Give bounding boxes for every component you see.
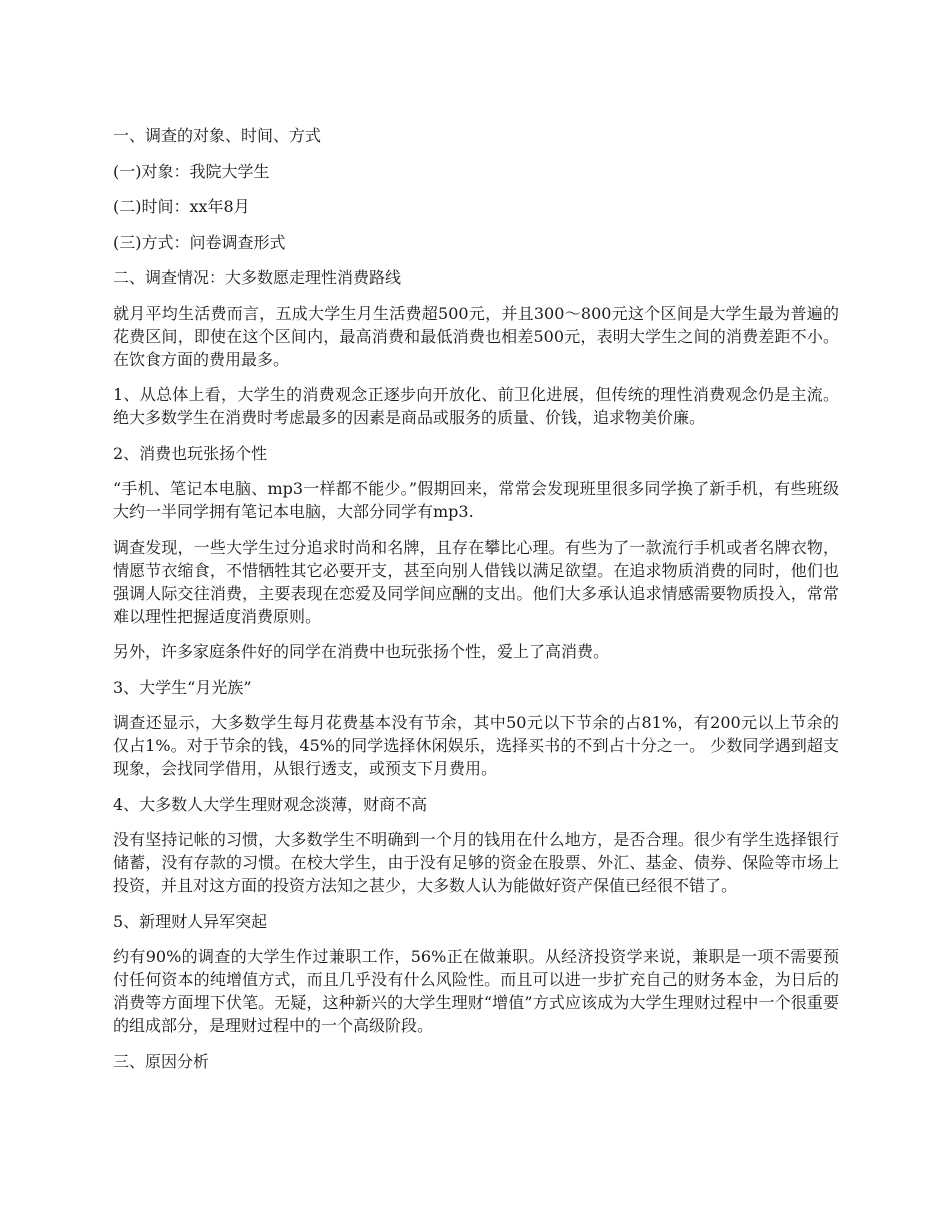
paragraph-fashion-brands: 调查发现，一些大学生过分追求时尚和名牌，且存在攀比心理。有些为了一款流行手机或者名牌衣物，情愿节衣缩食，不惜牺牲其它必要开支，甚至向别人借钱以满足欲望。在追求物质消费的同时，他们也强调人际交往消费，主要表现在恋爱及同学间应酬的支出。他们大多承认追求情感需要物质投入，常常难以理性把握适度消费原则。 xyxy=(113,537,839,626)
paragraph-high-consumption: 另外，许多家庭条件好的同学在消费中也玩张扬个性，爱上了高消费。 xyxy=(113,642,610,661)
subheading-point-2: 2、消费也玩张扬个性 xyxy=(113,443,268,463)
paragraph-point-1: 1、从总体上看，大学生的消费观念正逐步向开放化、前卫化进展，但传统的理性消费观念仍是主流。绝大多数学生在消费时考虑最多的因素是商品或服务的质量、价钱，追求物美价廉。 xyxy=(113,385,839,427)
survey-subject-item: (一)对象：我院大学生 xyxy=(113,161,270,181)
survey-method-item: (三)方式：问卷调查形式 xyxy=(113,232,286,252)
subheading-point-5: 5、新理财人异军突起 xyxy=(113,911,268,931)
paragraph-savings: 调查还显示，大多数学生每月花费基本没有节余，其中50元以下节余的占81%，有200元以上节余的仅占1%。对于节余的钱，45%的同学选择休闲娱乐，选择买书的不到占十分之一。 少数同学遇到超支现象，会找同学借用，从银行透支，或预支下月费用。 xyxy=(113,713,839,778)
document-body xyxy=(113,124,839,1085)
survey-time-item: (二)时间：xx年8月 xyxy=(113,197,250,216)
paragraph-part-time-jobs: 约有90%的调查的大学生作过兼职工作，56%正在做兼职。从经济投资学来说，兼职是一项不需要预付任何资本的纯增值方式，而且几乎没有什么风险性。而且可以进一步扩充自己的财务本金，为日后的消费等方面埋下伏笔。无疑，这种新兴的大学生理财“增值”方式应该成为大学生理财过程中一个很重要的组成部分，是理财过程中的一个高级阶段。 xyxy=(113,947,839,1035)
subheading-point-3: 3、大学生“月光族” xyxy=(113,677,252,697)
paragraph-gadgets: “手机、笔记本电脑、mp3一样都不能少。”假期回来，常常会发现班里很多同学换了新手机，有些班级大约一半同学拥有笔记本电脑，大部分同学有mp3. xyxy=(113,479,839,521)
paragraph-living-expenses: 就月平均生活费而言，五成大学生月生活费超500元，并且300～800元这个区间是大学生最为普遍的花费区间，即使在这个区间内，最高消费和最低消费也相差500元，表明大学生之间的消费差距不小。在饮食方面的费用最多。 xyxy=(113,303,839,369)
section-heading-cause-analysis: 三、原因分析 xyxy=(113,1051,210,1071)
subheading-point-4: 4、大多数人大学生理财观念淡薄，财商不高 xyxy=(113,794,428,814)
section-heading-survey-subject: 一、调查的对象、时间、方式 xyxy=(113,126,322,145)
paragraph-financial-awareness: 没有坚持记帐的习惯，大多数学生不明确到一个月的钱用在什么地方，是否合理。很少有学生选择银行储蓄，没有存款的习惯。在校大学生，由于没有足够的资金在股票、外汇、基金、债券、保险等市场上投资，并且对这方面的投资方法知之甚少，大多数人认为能做好资产保值已经很不错了。 xyxy=(113,830,839,895)
section-heading-survey-findings: 二、调查情况：大多数愿走理性消费路线 xyxy=(113,268,402,287)
